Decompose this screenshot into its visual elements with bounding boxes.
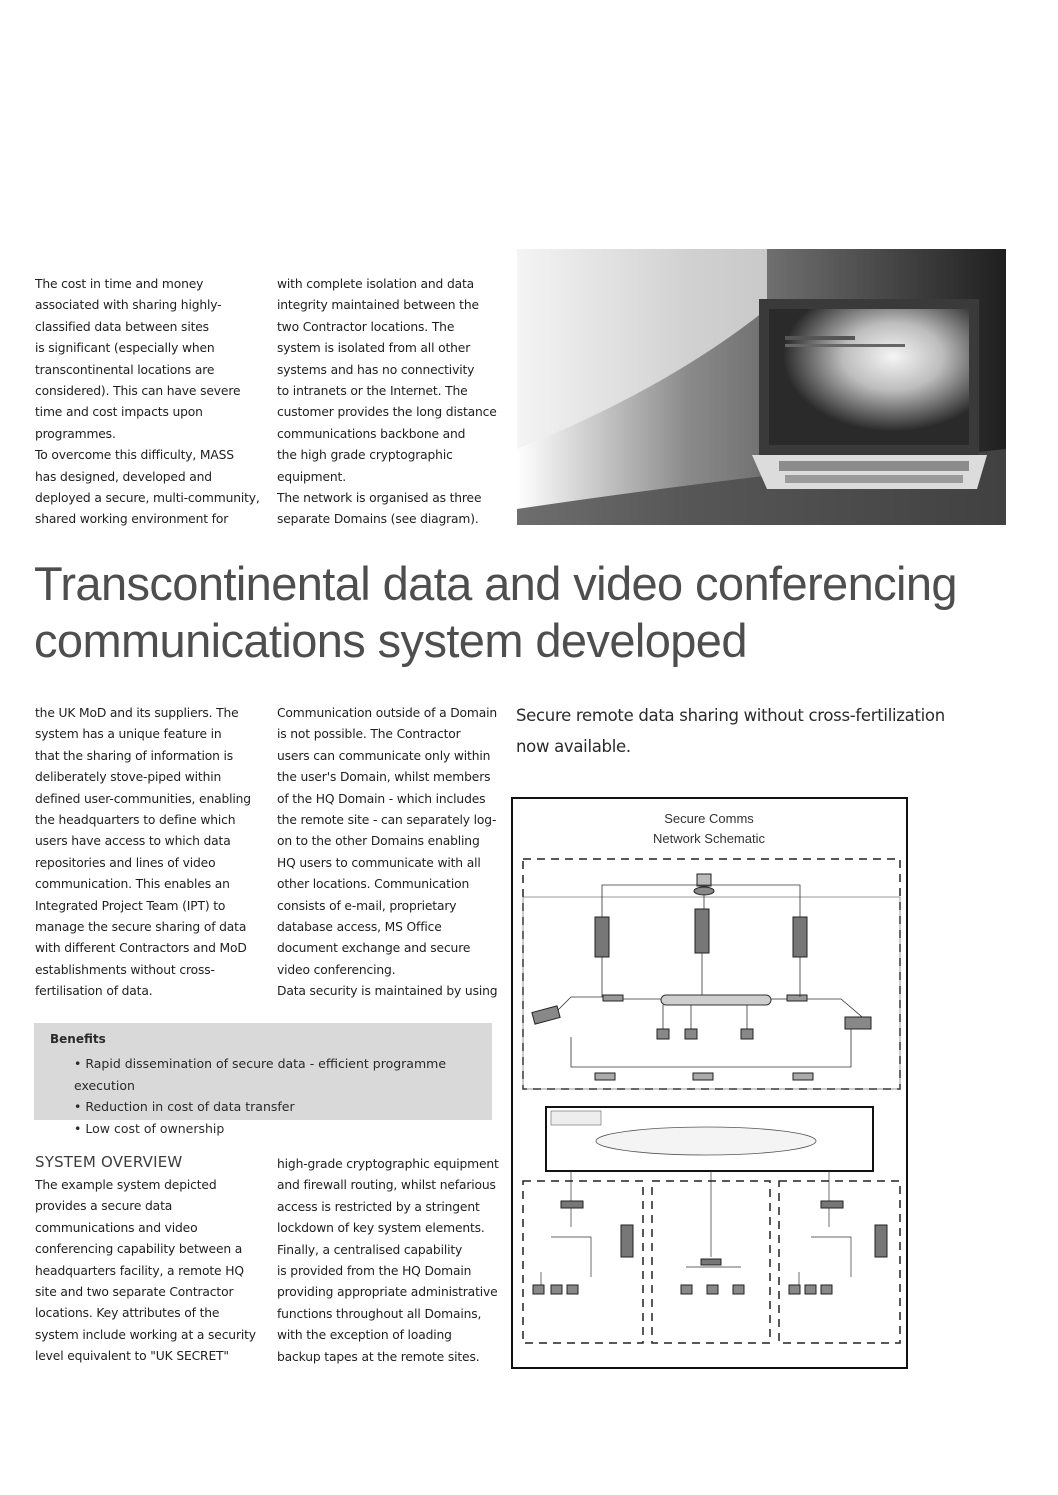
benefits-title: Benefits [50, 1032, 106, 1046]
diagram-title-line1: Secure Comms [664, 811, 754, 826]
headline: Transcontinental data and video conferencing communications system developed [34, 557, 957, 667]
body-column-top-middle: with complete isolation and data integrity maintained between the two Contractor locations. The system is isolated from all other systems and has no connectivity to intranets or the Internet. The customer provides the long distance communications backbone and the high grade cryptographic equipment. The network is organised as three separate Domains (see diagram). [277, 277, 497, 527]
laptop-photo [517, 249, 1006, 525]
system-overview-heading: SYSTEM OVERVIEW [35, 1153, 183, 1171]
server-icon [875, 1225, 887, 1257]
benefit-item: • Rapid dissemination of secure data - efficient programme execution [74, 1053, 492, 1096]
server-icon [695, 909, 709, 953]
body-column-bottom-middle: high-grade cryptographic equipment and firewall routing, whilst nefarious access is restricted by a stringent lockdown of key system elements. Finally, a centralised capability is provided from the HQ Domain providing appropriate administrative functions throughout all Domains, with the exception of loading backup tapes at the remote sites. [277, 1157, 499, 1364]
subheading: Secure remote data sharing without cross-fertilization now available. [516, 706, 945, 756]
server-icon [595, 917, 609, 957]
benefits-box [34, 1023, 492, 1136]
body-column-top-left: The cost in time and money associated with sharing highly- classified data between sites is significant (especially when transcontinental locations are considered). This can have severe time and cost impacts upon programmes. To overcome this difficulty, MASS has designed, developed and deployed a secure, multi-community, shared working environment for [35, 277, 260, 527]
body-column-bottom-left: The example system depicted provides a secure data communications and video conferencing capability between a headquarters facility, a remote HQ site and two separate Contractor locations. Key attributes of the system include working at a security level equivalent to "UK SECRET" [35, 1178, 256, 1364]
benefit-item: • Reduction in cost of data transfer [74, 1096, 492, 1118]
server-icon [793, 917, 807, 957]
network-schematic-diagram [511, 797, 908, 1369]
server-icon [621, 1225, 633, 1257]
diagram-title-line2: Network Schematic [653, 831, 765, 846]
body-column-mid-middle: Communication outside of a Domain is not possible. The Contractor users can communicate only within the user's Domain, whilst members of the HQ Domain - which includes the remote site - can separately log- on to the other Domains enabling HQ users to communicate with all other locations. Communication consists of e-mail, proprietary database access, MS Office document exchange and secure video conferencing. Data security is maintained by using [277, 706, 498, 999]
body-column-mid-left: the UK MoD and its suppliers. The system has a unique feature in that the sharing of information is deliberately stove-piped within defined user-communities, enabling the headquarters to define which users have access to which data repositories and lines of video communication. This enables an Integrated Project Team (IPT) to manage the secure sharing of data with different Contractors and MoD establishments without cross- fertilisation of data. [35, 706, 251, 999]
benefit-item: • Low cost of ownership [74, 1118, 492, 1140]
benefits-list [74, 1053, 492, 1139]
